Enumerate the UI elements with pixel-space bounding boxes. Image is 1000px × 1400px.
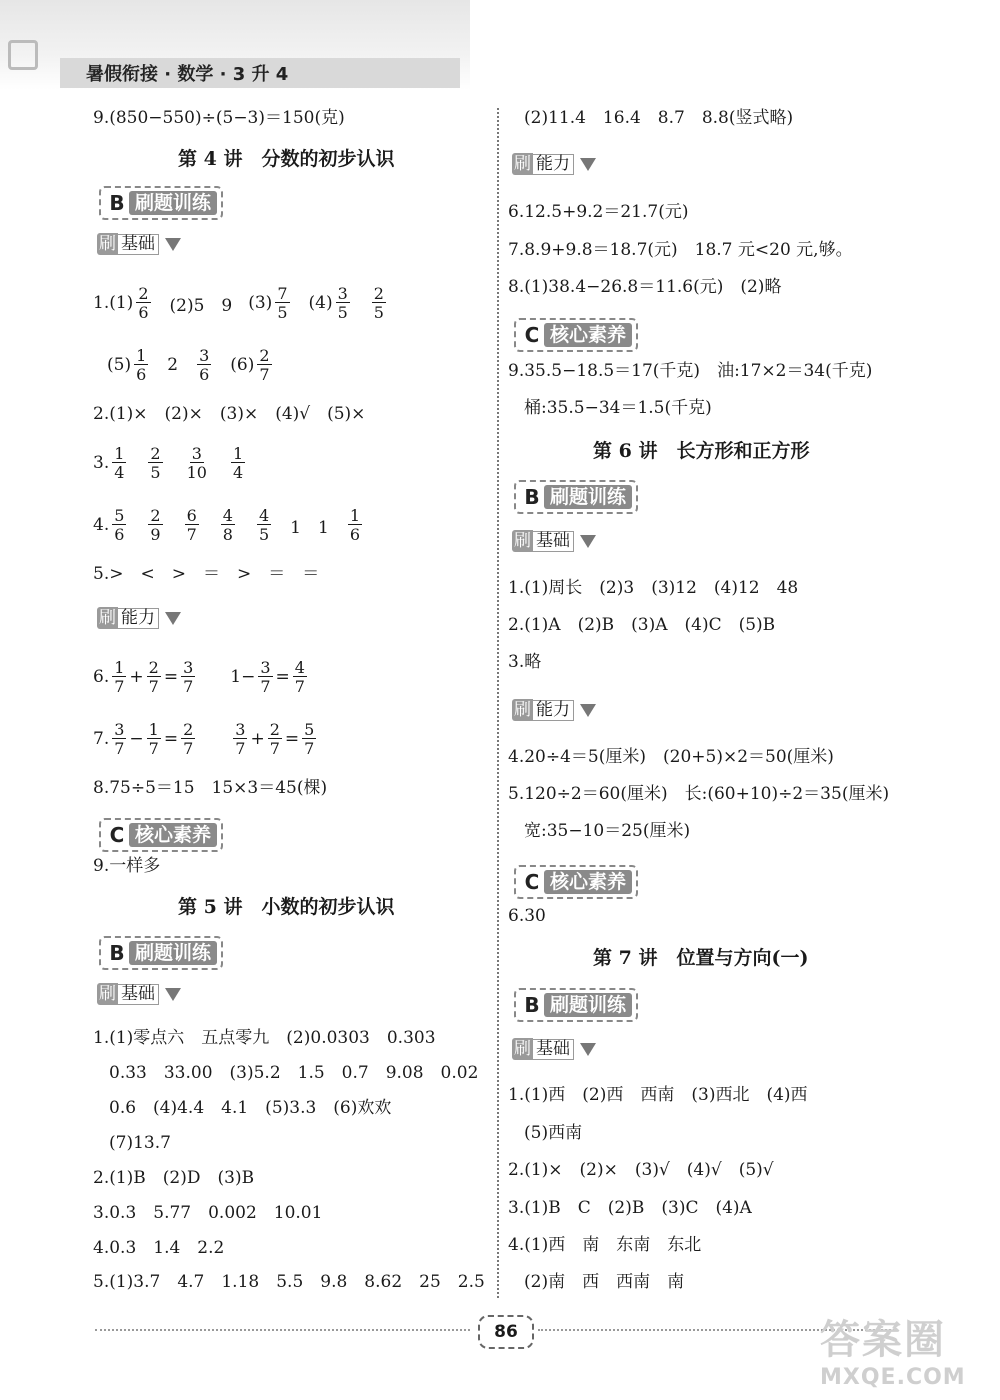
fraction: $\frac{2}{9}$ <box>150 505 161 544</box>
fraction: $\frac{2}{7}$ <box>259 345 270 384</box>
answer-line: (2)11.4 16.4 8.7 8.8(竖式略) <box>524 108 794 128</box>
badge-label: 刷题训练 <box>544 485 632 509</box>
answer-line-fractions <box>93 502 365 548</box>
triangle-down-icon <box>580 535 596 548</box>
subsection-basic <box>512 529 596 553</box>
section-badge-b <box>514 988 638 1022</box>
fraction: $\frac{1}{7}$ <box>114 657 125 696</box>
answer-text: 2 <box>167 355 179 375</box>
badge-letter: B <box>524 993 540 1017</box>
section-badge-c <box>514 318 638 352</box>
fraction: $\frac{3}{7}$ <box>260 657 271 696</box>
answer-line-fractions <box>93 280 389 326</box>
answer-line: 4.(1)西 南 东南 东北 <box>508 1235 702 1255</box>
fraction: $\frac{5}{6}$ <box>114 505 125 544</box>
answer-line: 5.> < > ＝ > ＝ ＝ <box>93 564 320 584</box>
fraction: $\frac{2}{5}$ <box>150 443 161 482</box>
brush-label: 刷 <box>514 154 531 174</box>
answer-line-fractions <box>107 342 275 388</box>
fraction: $\frac{1}{6}$ <box>136 345 147 384</box>
subsection-label: 基础 <box>118 984 159 1005</box>
fraction: $\frac{1}{7}$ <box>148 719 159 758</box>
subsection-label: 基础 <box>118 234 159 255</box>
answer-line: 0.33 33.00 (3)5.2 1.5 0.7 9.08 0.02 <box>109 1063 479 1083</box>
badge-label: 核心素养 <box>129 823 217 847</box>
watermark-url: MXQE.COM <box>820 1365 966 1390</box>
brush-label: 刷 <box>514 531 531 551</box>
triangle-down-icon <box>165 238 181 251</box>
badge-label: 刷题训练 <box>129 941 217 965</box>
answer-line: 8.(1)38.4−26.8＝11.6(元) (2)略 <box>508 277 782 297</box>
answer-text: (1) <box>109 293 134 313</box>
triangle-down-icon <box>580 1043 596 1056</box>
question-number: 6. <box>93 667 110 687</box>
fraction: $\frac{2}{5}$ <box>373 283 384 322</box>
answer-line: 2.(1)× (2)× (3)√ (4)√ (5)√ <box>508 1160 774 1180</box>
brush-label: 刷 <box>514 1039 531 1059</box>
fraction: $\frac{1}{6}$ <box>349 505 360 544</box>
answer-line: 9.35.5−18.5＝17(千克) 油:17×2＝34(千克) <box>508 361 873 381</box>
header-title: 暑假衔接 · 数学 · 3 升 4 <box>86 64 289 85</box>
fraction: $\frac{4}{8}$ <box>222 505 233 544</box>
answer-text: (6) <box>230 355 255 375</box>
badge-letter: C <box>524 870 540 894</box>
header-decoration-icon <box>8 40 38 70</box>
answer-line: 1.(1)西 (2)西 西南 (3)西北 (4)西 <box>508 1085 808 1105</box>
fraction: $\frac{6}{7}$ <box>186 505 197 544</box>
section-badge-b <box>514 480 638 514</box>
answer-line: 4.20÷4＝5(厘米) (20+5)×2＝50(厘米) <box>508 747 834 767</box>
fraction: $\frac{2}{7}$ <box>148 657 159 696</box>
question-number: 3. <box>93 453 110 473</box>
answer-line-fractions: 6. $\frac{1}{7}$ + $\frac{2}{7}$ = $\frac{3}{7}$ 1− $\frac{3}{7}$ = $\frac{4}{7}$ <box>93 657 305 696</box>
page-header <box>0 0 470 90</box>
triangle-down-icon <box>165 612 181 625</box>
fraction: $\frac{3}{7}$ <box>114 719 125 758</box>
answer-text: 1 1 <box>290 517 329 538</box>
section-badge-b <box>99 186 223 220</box>
answer-line: 6.12.5+9.2＝21.7(元) <box>508 202 689 222</box>
answer-line: 3.略 <box>508 652 542 672</box>
lecture-7-title: 第 7 讲 位置与方向(一) <box>593 947 809 969</box>
answer-text: (5) <box>107 355 132 375</box>
answer-line: (5)西南 <box>524 1123 583 1143</box>
fraction: $\frac{2}{7}$ <box>269 719 280 758</box>
subsection-label: 基础 <box>533 531 574 552</box>
page-number: 86 <box>478 1315 534 1349</box>
watermark-logo <box>820 1308 990 1394</box>
lecture-6-title: 第 6 讲 长方形和正方形 <box>593 440 810 462</box>
brush-label: 刷 <box>514 700 531 720</box>
brush-label: 刷 <box>99 984 116 1004</box>
footer-divider <box>95 1329 470 1331</box>
answer-line: 2.(1)B (2)D (3)B <box>93 1168 255 1188</box>
answer-line: 1.(1)零点六 五点零九 (2)0.0303 0.303 <box>93 1028 436 1048</box>
column-divider <box>497 108 499 1298</box>
subsection-label: 能力 <box>533 154 574 175</box>
answer-line: (2)南 西 西南 南 <box>524 1272 685 1292</box>
subsection-label: 基础 <box>533 1039 574 1060</box>
answer-line: 8.75÷5＝15 15×3＝45(棵) <box>93 778 328 798</box>
answer-line: 4.0.3 1.4 2.2 <box>93 1238 225 1258</box>
section-badge-c <box>99 818 223 852</box>
badge-letter: B <box>524 485 540 509</box>
answer-line: 1.(1)周长 (2)3 (3)12 (4)12 48 <box>508 578 799 598</box>
answer-line-fractions: 7. $\frac{3}{7}$ − $\frac{1}{7}$ = $\frac{2}{7}$ $\frac{3}{7}$ + $\frac{2}{7}$ = $\frac{5}{7}$ <box>93 719 315 758</box>
badge-letter: B <box>109 191 125 215</box>
fraction: $\frac{3}{7}$ <box>235 719 246 758</box>
section-badge-c <box>514 865 638 899</box>
fraction: $\frac{5}{7}$ <box>304 719 315 758</box>
answer-line: 5.(1)3.7 4.7 1.18 5.5 9.8 8.62 25 2.5 <box>93 1272 485 1292</box>
answer-line-fractions <box>93 440 248 486</box>
fraction: $\frac{3}{6}$ <box>199 345 210 384</box>
fraction: $\frac{4}{7}$ <box>294 657 305 696</box>
triangle-down-icon <box>580 158 596 171</box>
fraction: $\frac{4}{5}$ <box>258 505 270 544</box>
answer-text: (2)5 9 <box>169 295 233 316</box>
triangle-down-icon <box>580 704 596 717</box>
subsection-basic <box>97 982 181 1006</box>
answer-line: 0.6 (4)4.4 4.1 (5)3.3 (6)欢欢 <box>109 1098 392 1118</box>
answer-line: 2.(1)A (2)B (3)A (4)C (5)B <box>508 615 776 635</box>
triangle-down-icon <box>165 988 181 1001</box>
subsection-ability <box>512 698 596 722</box>
answer-line: 9.一样多 <box>93 856 161 876</box>
question-number: 7. <box>93 729 110 749</box>
answer-line: (7)13.7 <box>109 1133 171 1153</box>
answer-line: 3.(1)B C (2)B (3)C (4)A <box>508 1198 752 1218</box>
answer-line: 6.30 <box>508 906 546 926</box>
answer-line: 9.(850−550)÷(5−3)＝150(克) <box>93 108 345 128</box>
subsection-ability <box>512 152 596 176</box>
question-number: 1. <box>93 293 110 313</box>
fraction: $\frac{3}{7}$ <box>183 657 194 696</box>
fraction: $\frac{3}{5}$ <box>337 283 348 322</box>
fraction: $\frac{3}{10}$ <box>186 443 207 482</box>
answer-text: 1− <box>230 667 256 687</box>
fraction: $\frac{7}{5}$ <box>277 283 288 322</box>
fraction: $\frac{2}{6}$ <box>138 283 149 322</box>
answer-line: 5.120÷2＝60(厘米) 长:(60+10)÷2＝35(厘米) <box>508 784 890 804</box>
subsection-basic <box>512 1037 596 1061</box>
subsection-ability <box>97 606 181 630</box>
badge-label: 刷题训练 <box>544 993 632 1017</box>
subsection-label: 能力 <box>533 700 574 721</box>
badge-label: 核心素养 <box>544 870 632 894</box>
fraction: $\frac{1}{4}$ <box>114 443 125 482</box>
watermark-text: 答案圈 <box>820 1317 946 1363</box>
answer-text: (4) <box>308 293 333 313</box>
answer-line: 桶:35.5−34＝1.5(千克) <box>524 398 712 418</box>
question-number: 4. <box>93 515 110 535</box>
badge-letter: C <box>524 323 540 347</box>
badge-label: 核心素养 <box>544 323 632 347</box>
answer-line: 7.8.9+9.8＝18.7(元) 18.7 元<20 元,够。 <box>508 240 853 260</box>
answer-text: (3) <box>248 293 273 313</box>
subsection-label: 能力 <box>118 608 159 629</box>
badge-label: 刷题训练 <box>129 191 217 215</box>
section-badge-b <box>99 936 223 970</box>
brush-label: 刷 <box>99 234 116 254</box>
answer-line: 宽:35−10＝25(厘米) <box>524 821 691 841</box>
answer-line: 2.(1)× (2)× (3)× (4)√ (5)× <box>93 404 366 424</box>
lecture-5-title: 第 5 讲 小数的初步认识 <box>178 896 395 918</box>
fraction: $\frac{1}{4}$ <box>232 443 244 482</box>
brush-label: 刷 <box>99 608 116 628</box>
badge-letter: C <box>109 823 125 847</box>
lecture-4-title: 第 4 讲 分数的初步认识 <box>178 148 395 170</box>
badge-letter: B <box>109 941 125 965</box>
answer-line: 3.0.3 5.77 0.002 10.01 <box>93 1203 323 1223</box>
fraction: $\frac{2}{7}$ <box>183 719 194 758</box>
subsection-basic <box>97 232 181 256</box>
